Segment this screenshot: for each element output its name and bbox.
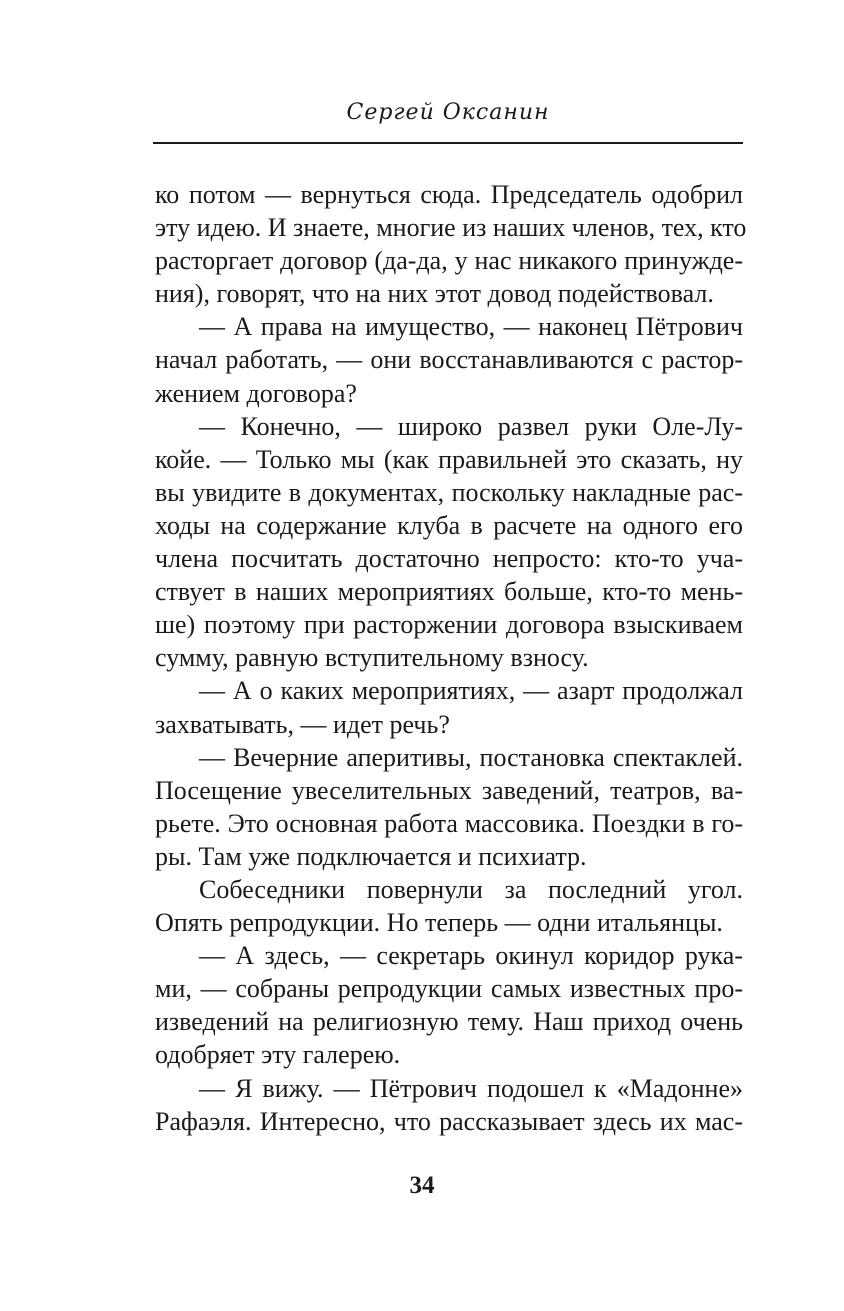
page-number: 34 xyxy=(409,1172,435,1199)
text-line: одобряет эту галерею. xyxy=(155,1040,401,1070)
text-line: рьете. Это основная работа массовика. Поездки в го- xyxy=(155,808,743,838)
paragraph-7 xyxy=(155,939,743,1071)
text-line: ры. Там уже подключается и психиатр. xyxy=(155,841,587,871)
header-rule xyxy=(153,142,743,144)
text-line: ходы на содержание клуба в расчете на одного его xyxy=(155,510,743,540)
text-line: эту идею. И знаете, многие из наших членов, тех, кто xyxy=(155,213,747,243)
text-line: — Я вижу. — Пётрович подошел к «Мадонне» xyxy=(199,1073,743,1103)
text-line: ствует в наших мероприятиях больше, кто-то мень- xyxy=(155,577,743,607)
text-line: — А права на имущество, — наконец Пётрович xyxy=(199,312,743,342)
text-line: начал работать, — они восстанавливаются с растор- xyxy=(155,345,743,375)
text-line: ния), говорят, что на них этот довод подействовал. xyxy=(155,279,714,309)
text-line: Собеседники повернули за последний угол. xyxy=(199,874,743,904)
text-line: Рафаэля. Интересно, что рассказывает здесь их мас- xyxy=(155,1106,743,1136)
paragraph-1 xyxy=(155,178,747,310)
text-line: расторгает договор (да-да, у нас никакого принужде- xyxy=(155,246,743,276)
paragraph-8 xyxy=(155,1072,743,1138)
text-line: Посещение увеселительных заведений, театров, ва- xyxy=(155,775,743,805)
running-head-author: Сергей Оксанин xyxy=(346,100,550,125)
body-text xyxy=(155,178,747,1138)
paragraph-5 xyxy=(155,741,743,873)
text-line: койе. — Только мы (как правильней это сказать, ну xyxy=(155,444,743,474)
text-line: ми, — собраны репродукции самых известных про- xyxy=(155,974,743,1004)
paragraph-6 xyxy=(155,873,743,939)
paragraph-3 xyxy=(155,410,743,675)
paragraph-4 xyxy=(155,674,743,740)
text-line: жением договора? xyxy=(155,378,357,408)
text-line: сумму, равную вступительному взносу. xyxy=(155,643,589,673)
text-line: изведений на религиозную тему. Наш приход очень xyxy=(155,1007,743,1037)
text-line: ше) поэтому при расторжении договора взыскиваем xyxy=(155,610,743,640)
text-line: — А о каких мероприятиях, — азарт продолжал xyxy=(199,676,743,706)
paragraph-2 xyxy=(155,310,743,409)
text-line: — Вечерние аперитивы, постановка спектаклей. xyxy=(199,742,743,772)
text-line: вы увидите в документах, поскольку накладные рас- xyxy=(155,477,743,507)
text-line: ко потом — вернуться сюда. Председатель одобрил xyxy=(155,180,743,209)
text-line: — Конечно, — широко развел руки Оле-Лу- xyxy=(199,411,743,441)
text-line: — А здесь, — секретарь окинул коридор рука- xyxy=(199,941,743,971)
text-line: члена посчитать достаточно непросто: кто-то уча- xyxy=(155,544,743,574)
text-line: захватывать, — идет речь? xyxy=(155,709,450,739)
text-line: Опять репродукции. Но теперь — одни итальянцы. xyxy=(155,908,723,938)
